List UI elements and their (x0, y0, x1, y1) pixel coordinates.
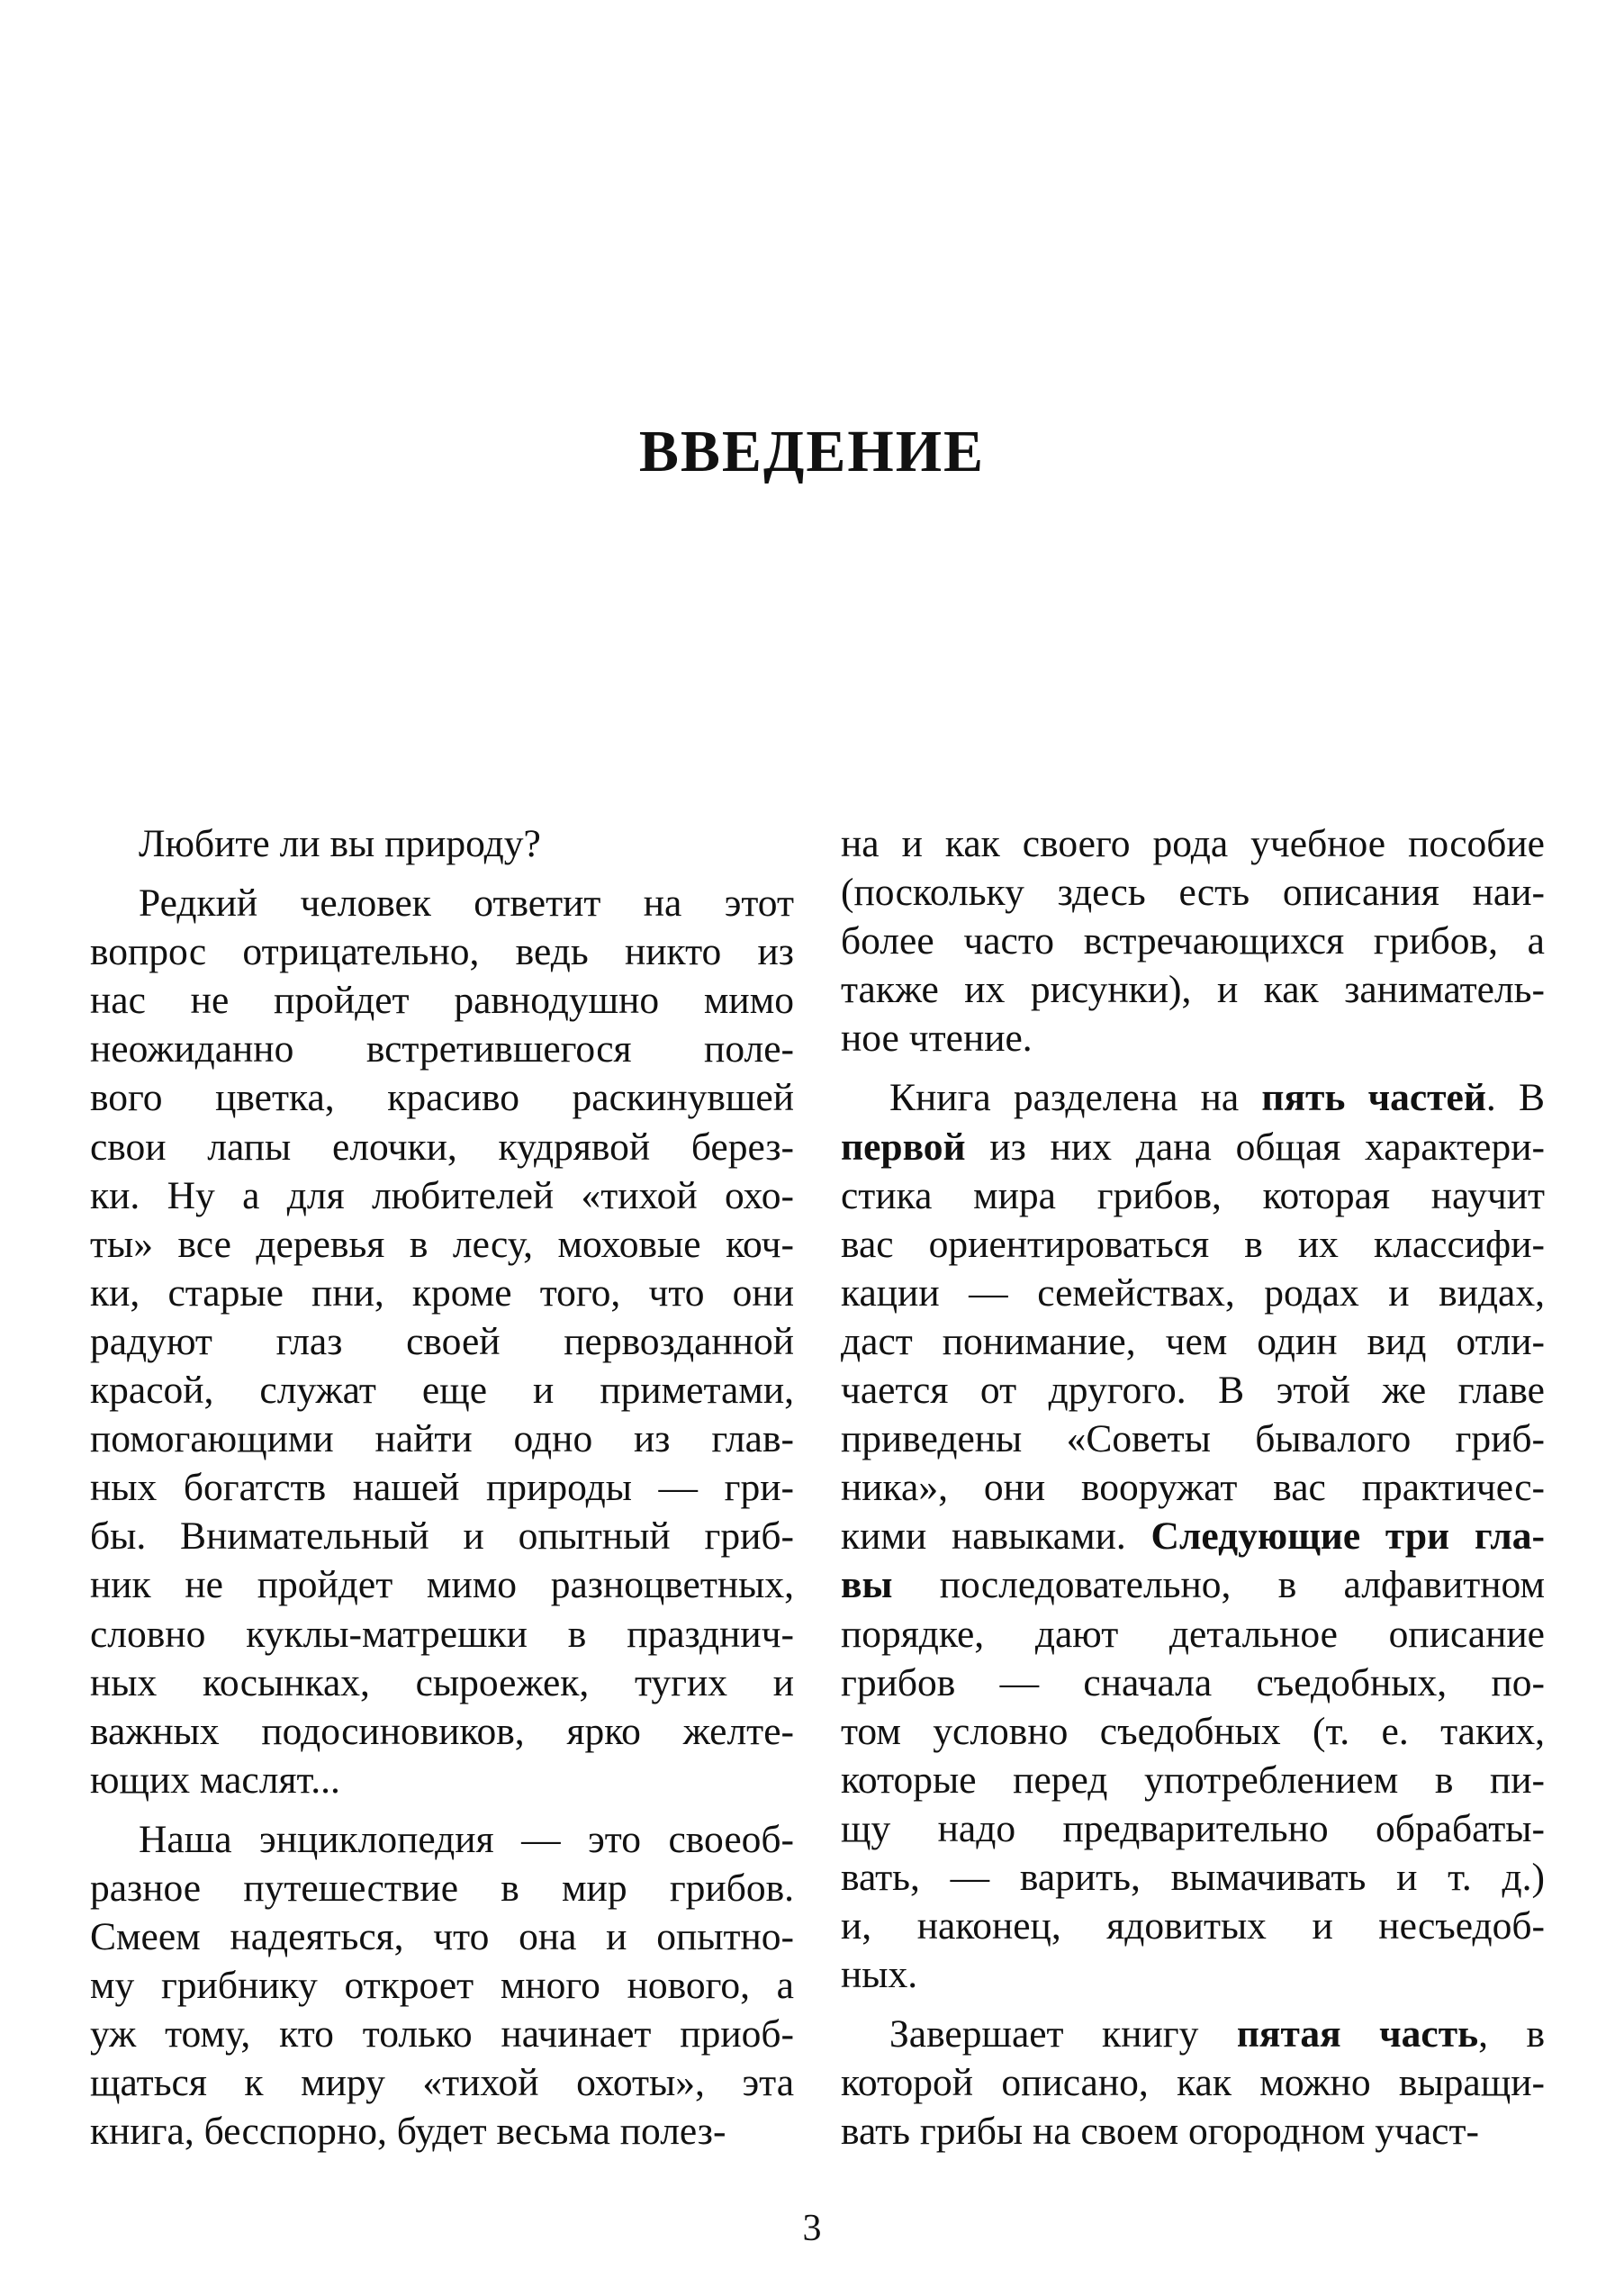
text-line (841, 1073, 1545, 1122)
text-line (841, 1317, 1545, 1366)
text-line (841, 2058, 1545, 2107)
text-run: и, наконец, ядовитых и несъедоб- (841, 1904, 1545, 1948)
text-run: . В (1485, 1076, 1545, 1120)
text-run: словно куклы-матрешки в празднич- (90, 1612, 794, 1656)
text-line (90, 1123, 794, 1171)
text-run: ки, старые пни, кроме того, что они (90, 1270, 794, 1315)
paragraph (90, 1815, 794, 2156)
text-run: свои лапы елочки, кудрявой берез- (90, 1125, 794, 1169)
text-line (841, 1756, 1545, 1804)
text-line (90, 927, 794, 976)
text-line (841, 1560, 1545, 1609)
bold-text: пятая часть (1236, 2012, 1479, 2056)
text-line (841, 1171, 1545, 1220)
text-run: ющих маслят... (90, 1758, 340, 1802)
text-run: , в (1478, 2012, 1545, 2056)
text-run: последовательно, в алфавитном (892, 1563, 1545, 1607)
text-run: помогающими найти одно из глав- (90, 1417, 794, 1461)
text-run: Смеем надеяться, что она и опытно- (90, 1915, 794, 1959)
text-line (841, 1014, 1545, 1062)
text-run: ных косынках, сыроежек, тугих и (90, 1660, 794, 1704)
text-line (841, 1463, 1545, 1512)
paragraph (90, 879, 794, 1804)
text-line (90, 1269, 794, 1317)
text-run: также их рисунки), и как заниматель- (841, 968, 1545, 1012)
text-line (841, 1659, 1545, 1707)
text-line (841, 2107, 1545, 2156)
text-run: том условно съедобных (т. е. таких, (841, 1709, 1545, 1753)
text-run: бы. Внимательный и опытный гриб- (90, 1514, 794, 1559)
text-line (90, 1463, 794, 1512)
right-column (841, 819, 1545, 2156)
text-line (90, 1512, 794, 1560)
text-line (841, 868, 1545, 917)
text-line (90, 2010, 794, 2058)
text-run: щу надо предварительно обрабаты- (841, 1806, 1545, 1850)
text-run: ки. Ну а для любителей «тихой охо- (90, 1173, 794, 1217)
paragraph (90, 819, 794, 868)
text-run: разное путешествие в мир грибов. (90, 1866, 794, 1910)
text-line (841, 819, 1545, 868)
bold-text: Следующие три гла- (1150, 1514, 1545, 1559)
text-run: Книга разделена на (889, 1076, 1262, 1120)
text-run: радуют глаз своей первозданной (90, 1319, 794, 1363)
text-line (841, 1269, 1545, 1317)
text-line (90, 819, 794, 868)
text-line (90, 1756, 794, 1804)
text-run: порядке, дают детальное описание (841, 1612, 1545, 1656)
text-line (90, 1073, 794, 1122)
text-line (90, 1025, 794, 1073)
text-line (841, 1707, 1545, 1756)
text-line (90, 1560, 794, 1609)
text-run: кими навыками. (841, 1514, 1151, 1559)
text-run: Завершает книгу (889, 2012, 1237, 2056)
text-line (841, 1902, 1545, 1950)
text-line (90, 1610, 794, 1659)
text-run: стика мира грибов, которая научит (841, 1173, 1545, 1217)
text-run: вого цветка, красиво раскинувшей (90, 1076, 794, 1120)
text-run: которые перед употреблением в пи- (841, 1758, 1545, 1802)
text-run: на и как своего рода учебное пособие (841, 822, 1545, 865)
text-run: Редкий человек ответит на этот (139, 881, 794, 926)
text-line (841, 1804, 1545, 1853)
text-run: красой, служат еще и приметами, (90, 1369, 794, 1413)
text-run: более часто встречающихся грибов, а (841, 919, 1545, 963)
text-line (841, 965, 1545, 1014)
text-run: грибов — сначала съедобных, по- (841, 1660, 1545, 1704)
text-run: ное чтение. (841, 1017, 1033, 1061)
text-run: книга, бесспорно, будет весьма полез- (90, 2110, 726, 2154)
text-line (841, 2010, 1545, 2058)
text-run: ты» все деревья в лесу, моховые коч- (90, 1222, 794, 1266)
text-line (90, 2107, 794, 2156)
text-line (90, 1659, 794, 1707)
left-column (90, 819, 794, 2156)
text-line (841, 917, 1545, 965)
text-run: Наша энциклопедия — это своеоб- (139, 1817, 794, 1861)
text-line (90, 2058, 794, 2107)
text-line (90, 976, 794, 1025)
page-number: 3 (802, 2208, 822, 2249)
text-run: даст понимание, чем один вид отли- (841, 1319, 1545, 1363)
paragraph (841, 819, 1545, 1062)
text-run: ника», они вооружат вас практичес- (841, 1466, 1545, 1510)
text-run: которой описано, как можно выращи- (841, 2061, 1545, 2105)
paragraph (841, 2010, 1545, 2156)
text-run: вас ориентироваться в их классифи- (841, 1222, 1545, 1266)
text-line (90, 1171, 794, 1220)
text-line (90, 1815, 794, 1864)
text-line (841, 1950, 1545, 1999)
paragraph (841, 1073, 1545, 1999)
text-line (841, 1610, 1545, 1659)
text-run: ных богатств нашей природы — гри- (90, 1466, 794, 1510)
text-run: ных. (841, 1953, 918, 1997)
text-run: щаться к миру «тихой охоты», эта (90, 2061, 794, 2105)
text-line (841, 1853, 1545, 1902)
text-run: нас не пройдет равнодушно мимо (90, 979, 794, 1023)
text-run: му грибнику откроет много нового, а (90, 1964, 794, 2008)
text-line (90, 1220, 794, 1269)
text-run: неожиданно встретившегося поле- (90, 1027, 794, 1071)
text-run: вать грибы на своем огородном участ- (841, 2110, 1479, 2154)
text-run: кации — семействах, родах и видах, (841, 1270, 1545, 1315)
text-run: приведены «Советы бывалого гриб- (841, 1417, 1545, 1461)
text-line (90, 1317, 794, 1366)
text-line (841, 1415, 1545, 1463)
text-line (90, 879, 794, 927)
text-line (90, 1864, 794, 1912)
text-line (90, 1415, 794, 1463)
bold-text: вы (841, 1563, 893, 1607)
bold-text: пять частей (1261, 1076, 1486, 1120)
text-line (841, 1512, 1545, 1560)
text-run: Любите ли вы природу? (139, 822, 541, 865)
text-line (90, 1707, 794, 1756)
text-line (841, 1366, 1545, 1415)
bold-text: первой (841, 1125, 966, 1169)
text-line (90, 1366, 794, 1415)
text-run: вопрос отрицательно, ведь никто из (90, 930, 794, 974)
text-run: чается от другого. В этой же главе (841, 1369, 1545, 1413)
text-line (841, 1220, 1545, 1269)
text-line (841, 1123, 1545, 1171)
text-line (90, 1961, 794, 2010)
page-title: ВВЕДЕНИЕ (638, 419, 986, 484)
text-run: ник не пройдет мимо разноцветных, (90, 1563, 794, 1607)
text-run: уж тому, кто только начинает приоб- (90, 2012, 794, 2056)
text-run: (поскольку здесь есть описания наи- (841, 871, 1545, 915)
text-run: важных подосиновиков, ярко желте- (90, 1709, 794, 1753)
text-line (90, 1912, 794, 1961)
text-run: вать, — варить, вымачивать и т. д.) (841, 1855, 1545, 1899)
text-run: из них дана общая характери- (965, 1125, 1545, 1169)
